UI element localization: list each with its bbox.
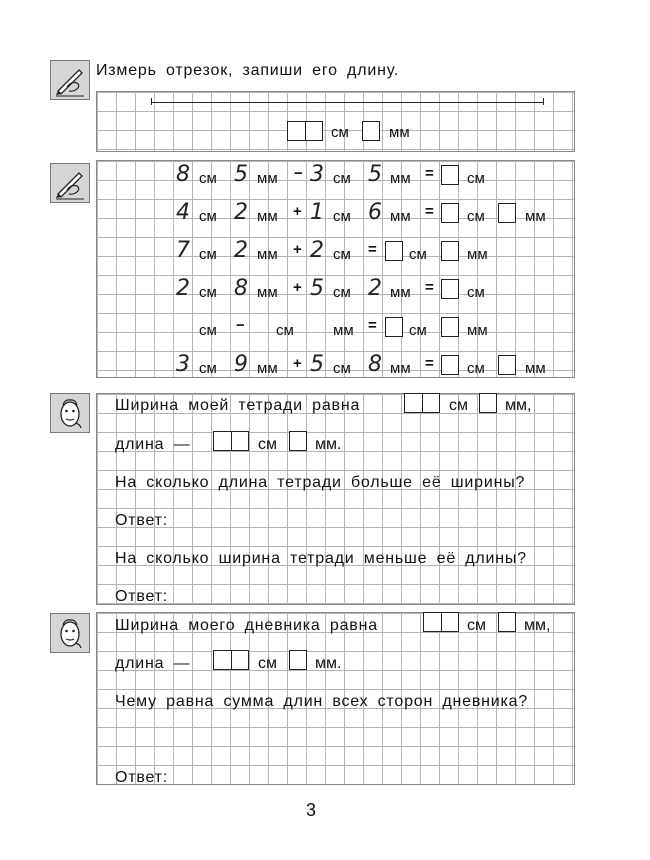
unit: мм <box>390 284 411 301</box>
answer-box-mm[interactable] <box>289 650 307 670</box>
unit: см <box>199 170 217 187</box>
unit: см <box>276 322 294 339</box>
answer-box-mm[interactable] <box>289 431 307 451</box>
question-2: На сколько ширина тетради меньше её длины? <box>115 550 527 567</box>
diary-width-text: Ширина моего дневника равна <box>115 617 378 634</box>
unit: см <box>333 360 351 377</box>
operator: − <box>236 317 245 334</box>
answer-box-mm[interactable] <box>362 121 380 141</box>
thinking-face-icon <box>50 393 90 433</box>
answer-label-1: Ответ: <box>115 512 169 529</box>
unit: мм <box>390 360 411 377</box>
unit: мм <box>257 170 278 187</box>
answer-box-cm[interactable] <box>213 431 249 451</box>
unit: см <box>333 208 351 225</box>
number: 3 <box>176 352 190 377</box>
answer-box[interactable] <box>498 355 516 375</box>
number: 3 <box>310 162 324 187</box>
unit: см <box>409 322 427 339</box>
number: 2 <box>234 200 248 225</box>
notebook-width-text: Ширина моей тетради равна <box>115 397 361 414</box>
answer-box[interactable] <box>441 317 459 337</box>
segment-left-tick <box>151 98 152 105</box>
number: 2 <box>234 238 248 263</box>
answer-label: Ответ: <box>115 769 169 786</box>
unit: мм <box>390 170 411 187</box>
number: 7 <box>176 238 190 263</box>
unit: см <box>467 208 485 225</box>
number: 5 <box>310 352 324 377</box>
number: 2 <box>368 276 382 301</box>
unit-cm: см <box>467 617 486 634</box>
answer-box[interactable] <box>441 165 459 185</box>
pencil-hand-icon <box>50 60 90 100</box>
unit: мм <box>467 322 488 339</box>
unit: см <box>467 284 485 301</box>
answer-box[interactable] <box>385 241 403 261</box>
number: 9 <box>234 352 248 377</box>
unit: см <box>333 246 351 263</box>
number: 5 <box>234 162 248 187</box>
unit: см <box>467 170 485 187</box>
operator: + <box>293 355 302 372</box>
equals-sign: = <box>368 317 377 334</box>
number: 2 <box>176 276 190 301</box>
unit: см <box>333 284 351 301</box>
answer-box-cm[interactable] <box>404 393 440 413</box>
equals-sign: = <box>425 165 434 182</box>
question-1: На сколько длина тетради больше её ширины? <box>115 474 526 491</box>
answer-box[interactable] <box>441 203 459 223</box>
answer-box[interactable] <box>441 241 459 261</box>
exercise3-grid <box>96 393 575 605</box>
operator: + <box>293 203 302 220</box>
unit: см <box>199 360 217 377</box>
equals-sign: = <box>425 279 434 296</box>
unit: мм <box>525 208 546 225</box>
equals-sign: = <box>368 241 377 258</box>
pencil-hand-icon <box>50 163 90 203</box>
page-number: 3 <box>306 800 317 820</box>
unit: см <box>409 246 427 263</box>
answer-box[interactable] <box>441 355 459 375</box>
answer-box[interactable] <box>441 279 459 299</box>
answer-box-mm[interactable] <box>498 612 516 632</box>
segment-right-tick <box>543 98 544 105</box>
thinking-face-icon <box>50 613 90 653</box>
unit-cm: см <box>258 655 277 672</box>
unit: см <box>467 360 485 377</box>
unit: мм <box>257 284 278 301</box>
unit: мм <box>257 208 278 225</box>
unit: см <box>199 246 217 263</box>
answer-box-cm[interactable] <box>287 121 323 141</box>
unit: мм <box>333 322 354 339</box>
number: 4 <box>176 200 190 225</box>
unit: см <box>199 322 217 339</box>
equals-sign: = <box>425 355 434 372</box>
unit-mm: мм. <box>315 436 342 453</box>
answer-label-2: Ответ: <box>115 588 169 605</box>
unit: мм <box>525 360 546 377</box>
unit-cm: см <box>331 124 349 141</box>
operator: − <box>294 165 303 182</box>
unit-mm: мм, <box>524 617 551 634</box>
unit-mm: мм, <box>505 397 532 414</box>
unit: мм <box>390 208 411 225</box>
unit: см <box>333 170 351 187</box>
answer-box[interactable] <box>498 203 516 223</box>
number: 8 <box>368 352 382 377</box>
operator: + <box>293 241 302 258</box>
number: 5 <box>368 162 382 187</box>
exercise1-grid <box>96 91 575 152</box>
answer-box[interactable] <box>385 317 403 337</box>
unit-cm: см <box>258 436 277 453</box>
answer-box-mm[interactable] <box>479 393 497 413</box>
unit-mm: мм <box>389 124 410 141</box>
answer-box-cm[interactable] <box>213 650 249 670</box>
equals-sign: = <box>425 203 434 220</box>
number: 5 <box>310 276 324 301</box>
unit: см <box>199 284 217 301</box>
unit: мм <box>257 246 278 263</box>
question-perimeter: Чему равна сумма длин всех сторон дневника? <box>115 693 529 710</box>
diary-length-text: длина — <box>115 655 191 672</box>
exercise1-instruction: Измерь отрезок, запиши его длину. <box>96 62 400 79</box>
operator: + <box>293 279 302 296</box>
number: 6 <box>368 200 382 225</box>
notebook-length-text: длина — <box>115 436 191 453</box>
exercise2-grid <box>96 160 575 378</box>
number: 1 <box>310 200 324 225</box>
unit-mm: мм. <box>315 655 342 672</box>
unit: мм <box>257 360 278 377</box>
answer-box-cm[interactable] <box>423 612 459 632</box>
unit: см <box>199 208 217 225</box>
number: 8 <box>234 276 248 301</box>
number: 8 <box>176 162 190 187</box>
unit-cm: см <box>449 397 468 414</box>
number: 2 <box>310 238 324 263</box>
segment-to-measure <box>152 102 544 103</box>
unit: мм <box>467 246 488 263</box>
